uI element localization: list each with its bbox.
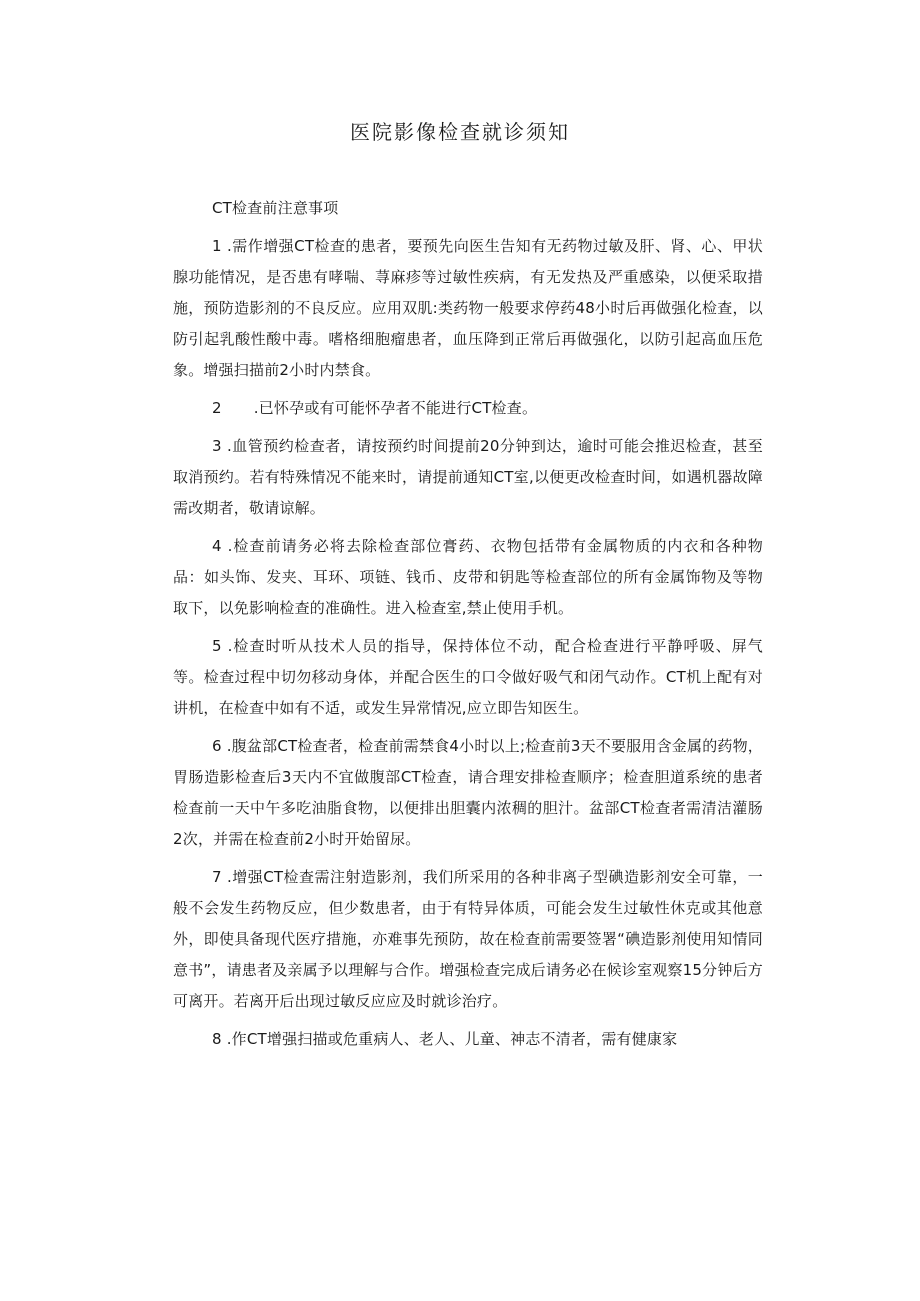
item-text: .检查前请务必将去除检查部位膏药、衣物包括带有金属物质的内衣和各种物品：如头饰、发夹、耳环、项链、钱币、皮带和钥匙等检查部位的所有金属饰物及等物取下，以免影响检查的准确性。进入检查室,禁止使用手机。	[173, 537, 763, 617]
list-item	[173, 531, 763, 624]
item-number: 7	[212, 868, 222, 886]
list-item	[173, 231, 763, 386]
list-item	[173, 731, 763, 855]
item-text: .已怀孕或有可能怀孕者不能进行CT检查。	[253, 399, 538, 417]
item-text: .增强CT检查需注射造影剂，我们所采用的各种非离子型碘造影剂安全可靠，一般不会发生药物反应，但少数患者，由于有特异体质，可能会发生过敏性休克或其他意外，即使具备现代医疗措施，亦难事先预防，故在检查前需要签署“碘造影剂使用知情同意书”，请患者及亲属予以理解与合作。增强检查完成后请务必在候诊室观察15分钟后方可离开。若离开后出现过敏反应应及时就诊治疗。	[173, 868, 764, 1010]
item-number: 1	[212, 237, 222, 255]
item-number: 3	[212, 437, 222, 455]
item-number: 2	[212, 399, 222, 417]
list-item	[173, 393, 763, 424]
item-number: 8	[212, 1030, 222, 1048]
list-item	[173, 431, 763, 524]
document-body	[173, 193, 763, 1055]
item-text: .检查时听从技术人员的指导，保持体位不动，配合检查进行平静呼吸、屏气等。检查过程中切勿移动身体，并配合医生的口令做好吸气和闭气动作。CT机上配有对讲机，在检查中如有不适，或发生异常情况,应立即告知医生。	[173, 637, 763, 717]
item-text: .腹盆部CT检查者，检查前需禁食4小时以上;检查前3天不要服用含金属的药物，胃肠造影检查后3天内不宜做腹部CT检查，请合理安排检查顺序；检查胆道系统的患者检查前一天中午多吃油脂食物，以便排出胆囊内浓稠的胆汁。盆部CT检查者需清洁灌肠2次，并需在检查前2小时开始留尿。	[173, 737, 764, 848]
item-text: .作CT增强扫描或危重病人、老人、儿童、神志不清者，需有健康家	[226, 1030, 678, 1048]
section-heading: CT检查前注意事项	[212, 199, 339, 217]
item-number: 4	[212, 537, 222, 555]
item-text: .需作增强CT检查的患者，要预先向医生告知有无药物过敏及肝、肾、心、甲状腺功能情况，是否患有哮喘、荨麻疹等过敏性疾病，有无发热及严重感染，以便采取措施，预防造影剂的不良反应。应用双肌:类药物一般要求停药48小时后再做强化检查，以防引起乳酸性酸中毒。嗜格细胞瘤患者，血压降到正常后再做强化，以防引起高血压危象。增强扫描前2小时内禁食。	[173, 237, 764, 379]
document-title: 医院影像检查就诊须知	[350, 120, 570, 144]
list-item	[173, 631, 763, 724]
item-number: 5	[212, 637, 222, 655]
item-number: 6	[212, 737, 222, 755]
list-item	[173, 1024, 763, 1055]
list-item	[173, 862, 763, 1017]
item-text: .血管预约检查者，请按预约时间提前20分钟到达，逾时可能会推迟检查，甚至取消预约。若有特殊情况不能来时，请提前通知CT室,以便更改检查时间，如遇机器故障需改期者，敬请谅解。	[173, 437, 764, 517]
